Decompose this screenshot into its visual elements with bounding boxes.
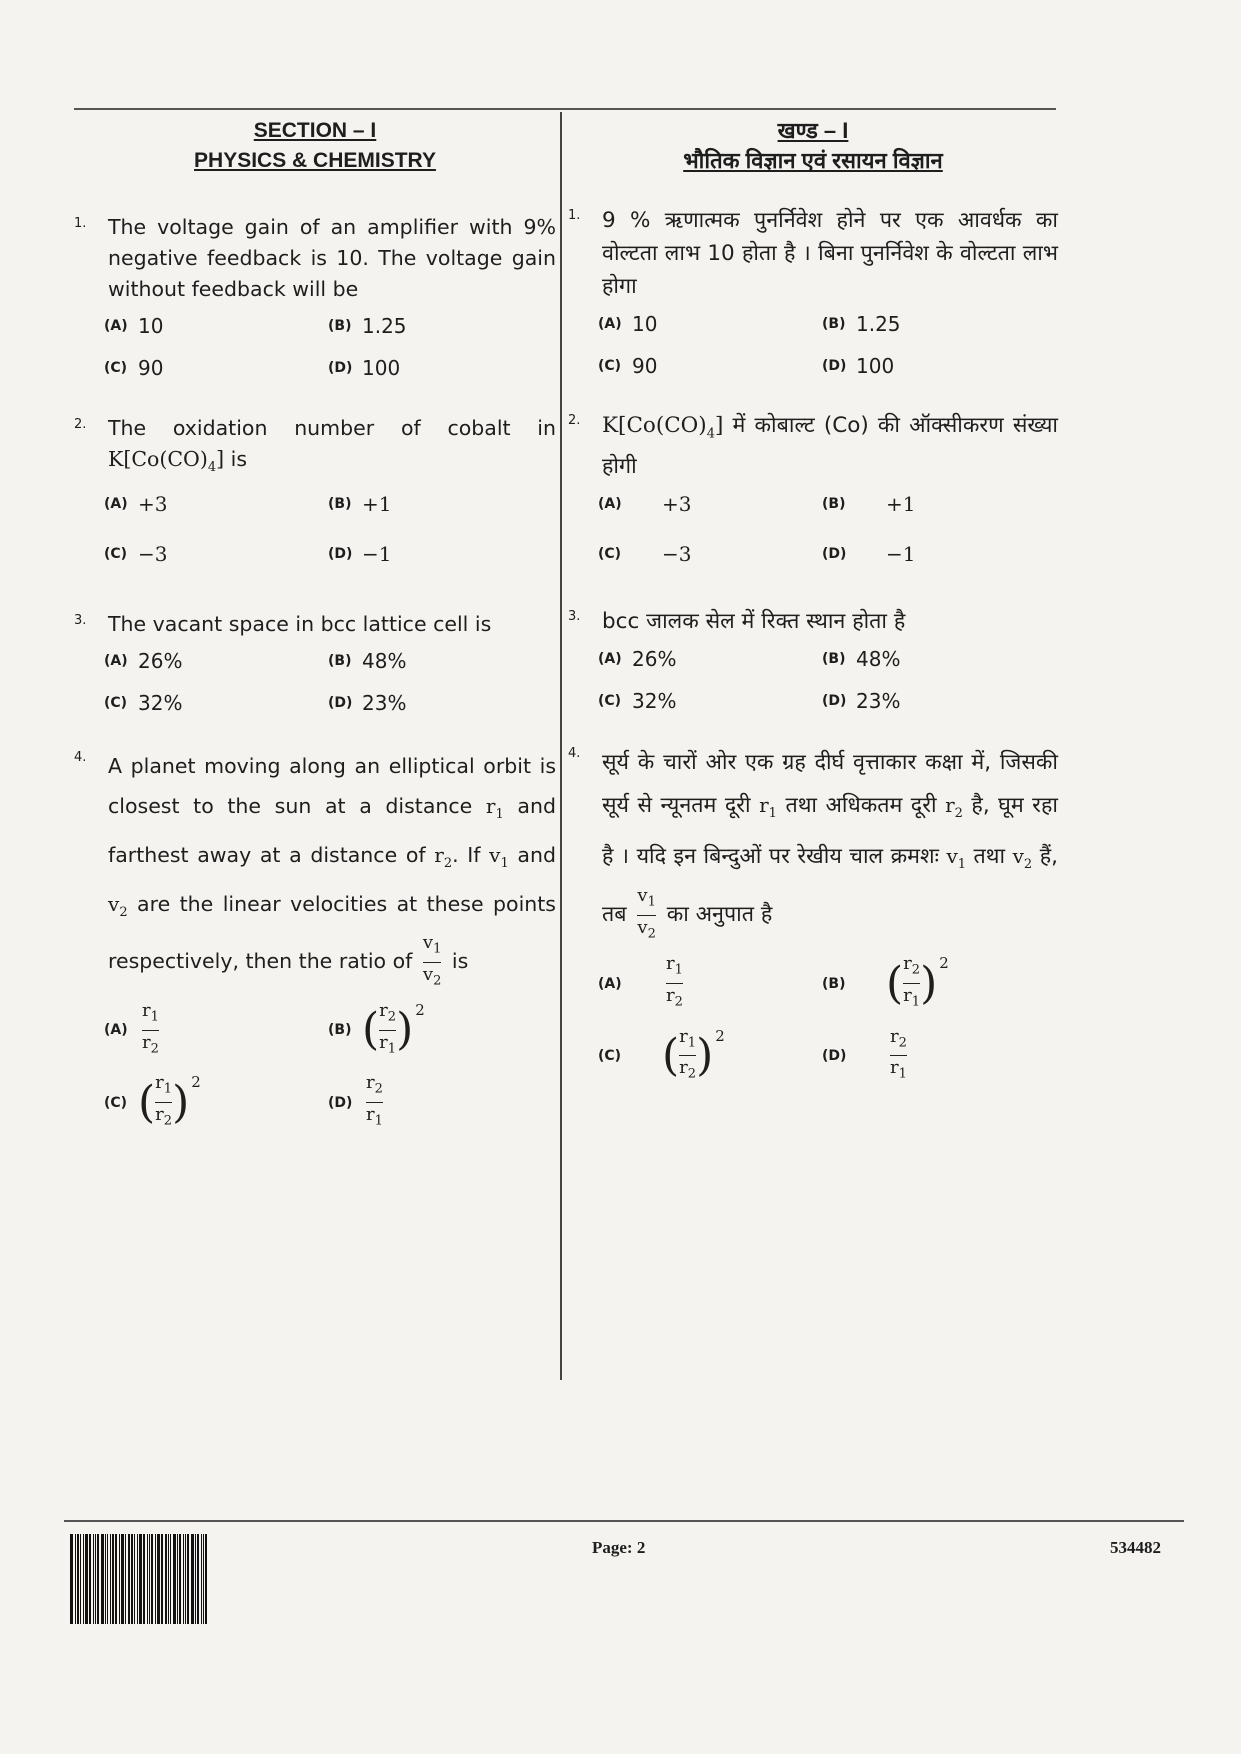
- option-c[interactable]: (C) ( $\frac{r_1}{r_2}$ ) $^2$: [598, 1025, 725, 1082]
- options: [104, 646, 556, 718]
- barcode-stripe: [107, 1534, 108, 1624]
- page-number: Page: 2: [592, 1538, 646, 1557]
- barcode-stripe: [203, 1534, 204, 1624]
- barcode-stripe: [191, 1534, 194, 1624]
- barcode-stripe: [170, 1534, 171, 1624]
- barcode-stripe: [139, 1534, 142, 1624]
- barcode-stripe: [131, 1534, 133, 1624]
- option-a[interactable]: (A) 10: [598, 312, 658, 336]
- option-b[interactable]: (B) 1.25: [328, 314, 407, 338]
- barcode-stripe: [143, 1534, 145, 1624]
- question-number: 2.: [74, 417, 87, 432]
- question-number: 1.: [74, 216, 87, 231]
- barcode-stripe: [168, 1534, 169, 1624]
- barcode-stripe: [177, 1534, 178, 1624]
- barcode-stripe: [77, 1534, 79, 1624]
- option-d[interactable]: (D) −1: [822, 542, 916, 567]
- barcode-stripe: [85, 1534, 88, 1624]
- option-b[interactable]: (B) 1.25: [822, 312, 901, 336]
- options: [598, 309, 1058, 381]
- option-c[interactable]: (C) ( $\frac{r_1}{r_2}$ ) $^2$: [104, 1072, 201, 1129]
- barcode-stripe: [95, 1534, 96, 1624]
- barcode-stripe: [183, 1534, 184, 1624]
- barcode-stripe: [128, 1534, 130, 1624]
- question-stem: $K[Co(CO)_4]$ में कोबाल्ट (Co) की ऑक्सीकरण संख्या होगी: [602, 413, 1058, 480]
- question-2: [74, 413, 556, 569]
- option-c[interactable]: (C) 90: [104, 356, 164, 380]
- barcode-stripe: [205, 1534, 207, 1624]
- barcode-stripe: [147, 1534, 148, 1624]
- options: [104, 1001, 556, 1131]
- complex-formula: $K[Co(CO)_4]$: [602, 413, 724, 442]
- barcode-stripe: [80, 1534, 81, 1624]
- option-a[interactable]: (A) +3: [598, 492, 692, 517]
- options: [598, 954, 1058, 1084]
- barcode-stripe: [151, 1534, 153, 1624]
- question-stem: The voltage gain of an amplifier with 9% negative feedback is 10. The voltage gain without feedback will be: [108, 215, 556, 301]
- question-stem: A planet moving along an elliptical orbit is closest to the sun at a distance $r_1$ and farthest away at a distance of $r_2$. If $v_1$ and $v_2$ are the linear velocities at these points respectively, then the ratio of $\frac{v_1}{v_2}$ is: [108, 746, 556, 991]
- subject-title: PHYSICS & CHEMISTRY: [194, 149, 436, 172]
- barcode-stripe: [115, 1534, 117, 1624]
- option-b[interactable]: (B) +1: [328, 492, 392, 517]
- option-b[interactable]: (B) 48%: [822, 647, 901, 672]
- question-number: 2.: [568, 413, 581, 428]
- barcode-stripe: [105, 1534, 106, 1624]
- question-1: [74, 212, 556, 383]
- barcode-stripe: [112, 1534, 114, 1624]
- question-stem: 9 % ऋणात्मक पुनर्निवेश होने पर एक आवर्धक का वोल्टता लाभ 10 होता है । बिना पुनर्निवेश के वोल्टता लाभ होगा: [602, 208, 1058, 299]
- barcode-stripe: [157, 1534, 160, 1624]
- question-4: [74, 746, 556, 1132]
- column-divider: [560, 112, 562, 1380]
- option-a[interactable]: (A) $\frac{r_1}{r_2}$: [598, 953, 683, 1010]
- option-d[interactable]: (D) 100: [822, 354, 895, 378]
- option-a[interactable]: (A) 26%: [598, 647, 677, 672]
- question-number: 1.: [568, 208, 581, 223]
- option-c[interactable]: (C) 90: [598, 354, 658, 378]
- barcode-stripe: [197, 1534, 199, 1624]
- option-b[interactable]: (B) +1: [822, 492, 916, 517]
- options: [598, 489, 1058, 569]
- option-b[interactable]: (B) 48%: [328, 649, 407, 674]
- barcode-stripe: [93, 1534, 94, 1624]
- option-b[interactable]: (B) ( $\frac{r_2}{r_1}$ ) $^2$: [822, 953, 949, 1010]
- options: [104, 311, 556, 383]
- complex-formula: $K[Co(CO)_4]$: [108, 447, 225, 476]
- top-rule: [74, 108, 1056, 110]
- subject-title: भौतिक विज्ञान एवं रसायन विज्ञान: [683, 148, 943, 173]
- barcode-stripe: [201, 1534, 202, 1624]
- barcode-stripe: [119, 1534, 120, 1624]
- barcode-stripe: [149, 1534, 150, 1624]
- option-d[interactable]: (D) $\frac{r_2}{r_1}$: [328, 1072, 383, 1129]
- option-d[interactable]: (D) $\frac{r_2}{r_1}$: [822, 1025, 907, 1082]
- option-c[interactable]: (C) −3: [104, 542, 168, 567]
- question-number: 3.: [74, 613, 87, 629]
- barcode-icon: [70, 1534, 278, 1624]
- option-d[interactable]: (D) 23%: [822, 689, 901, 714]
- option-c[interactable]: (C) 32%: [598, 689, 677, 714]
- option-a[interactable]: (A) 10: [104, 314, 164, 338]
- question-number: 4.: [568, 746, 581, 762]
- question-1: [568, 204, 1058, 381]
- footer-rule: [64, 1520, 1184, 1522]
- option-a[interactable]: (A) 26%: [104, 649, 183, 674]
- option-d[interactable]: (D) 100: [328, 356, 401, 380]
- question-2: [568, 409, 1058, 569]
- barcode-stripe: [185, 1534, 186, 1624]
- barcode-stripe: [83, 1534, 84, 1624]
- option-a[interactable]: (A) +3: [104, 492, 168, 517]
- option-c[interactable]: (C) 32%: [104, 691, 183, 716]
- options: [104, 489, 556, 569]
- velocity-ratio: $\frac{v_1}{v_2}$: [637, 885, 656, 942]
- barcode-stripe: [161, 1534, 163, 1624]
- question-3: [74, 609, 556, 718]
- option-a[interactable]: (A) $\frac{r_1}{r_2}$: [104, 1000, 159, 1057]
- paper-code: 534482: [1110, 1538, 1161, 1557]
- question-stem: The vacant space in bcc lattice cell is: [108, 612, 492, 637]
- hindi-column: [568, 116, 1058, 1085]
- question-3: [568, 605, 1058, 716]
- barcode-stripe: [165, 1534, 167, 1624]
- velocity-ratio: $\frac{v_1}{v_2}$: [422, 932, 442, 989]
- section-title: खण्ड – I: [777, 118, 849, 143]
- english-header: [74, 116, 556, 176]
- barcode-stripe: [137, 1534, 138, 1624]
- option-b[interactable]: (B) ( $\frac{r_2}{r_1}$ ) $^2$: [328, 1000, 425, 1057]
- option-d[interactable]: (D) 23%: [328, 691, 407, 716]
- question-stem: The oxidation number of cobalt in $K[Co(CO)_4]$ is: [108, 416, 556, 476]
- question-4: [568, 742, 1058, 1085]
- hindi-header: [568, 116, 1058, 176]
- barcode-stripe: [125, 1534, 126, 1624]
- barcode-stripe: [89, 1534, 91, 1624]
- barcode-stripe: [70, 1534, 73, 1624]
- options: [598, 644, 1058, 716]
- question-number: 3.: [568, 609, 581, 625]
- barcode-stripe: [101, 1534, 104, 1624]
- english-column: [74, 116, 556, 1132]
- section-title: SECTION – I: [253, 119, 377, 142]
- barcode-stripe: [75, 1534, 76, 1624]
- barcode-stripe: [173, 1534, 176, 1624]
- barcode-stripe: [97, 1534, 99, 1624]
- option-c[interactable]: (C) −3: [598, 542, 692, 567]
- barcode-stripe: [195, 1534, 196, 1624]
- option-d[interactable]: (D) −1: [328, 542, 392, 567]
- question-stem: सूर्य के चारों ओर एक ग्रह दीर्घ वृत्ताकार कक्षा में, जिसकी सूर्य से न्यूनतम दूरी $r_1$ तथा अधिकतम दूरी $r_2$ है, घूम रहा है । यदि इन बिन्दुओं पर रेखीय चाल क्रमशः $v_1$ तथा $v_2$ हैं, तब $\frac{v_1}{v_2}$ का अनुपात है: [602, 742, 1058, 944]
- barcode-stripe: [121, 1534, 124, 1624]
- barcode-stripe: [187, 1534, 189, 1624]
- barcode-stripe: [179, 1534, 181, 1624]
- barcode-stripe: [110, 1534, 111, 1624]
- question-stem: bcc जालक सेल में रिक्त स्थान होता है: [602, 609, 906, 635]
- barcode-stripe: [134, 1534, 135, 1624]
- barcode-stripe: [155, 1534, 156, 1624]
- question-number: 4.: [74, 750, 87, 766]
